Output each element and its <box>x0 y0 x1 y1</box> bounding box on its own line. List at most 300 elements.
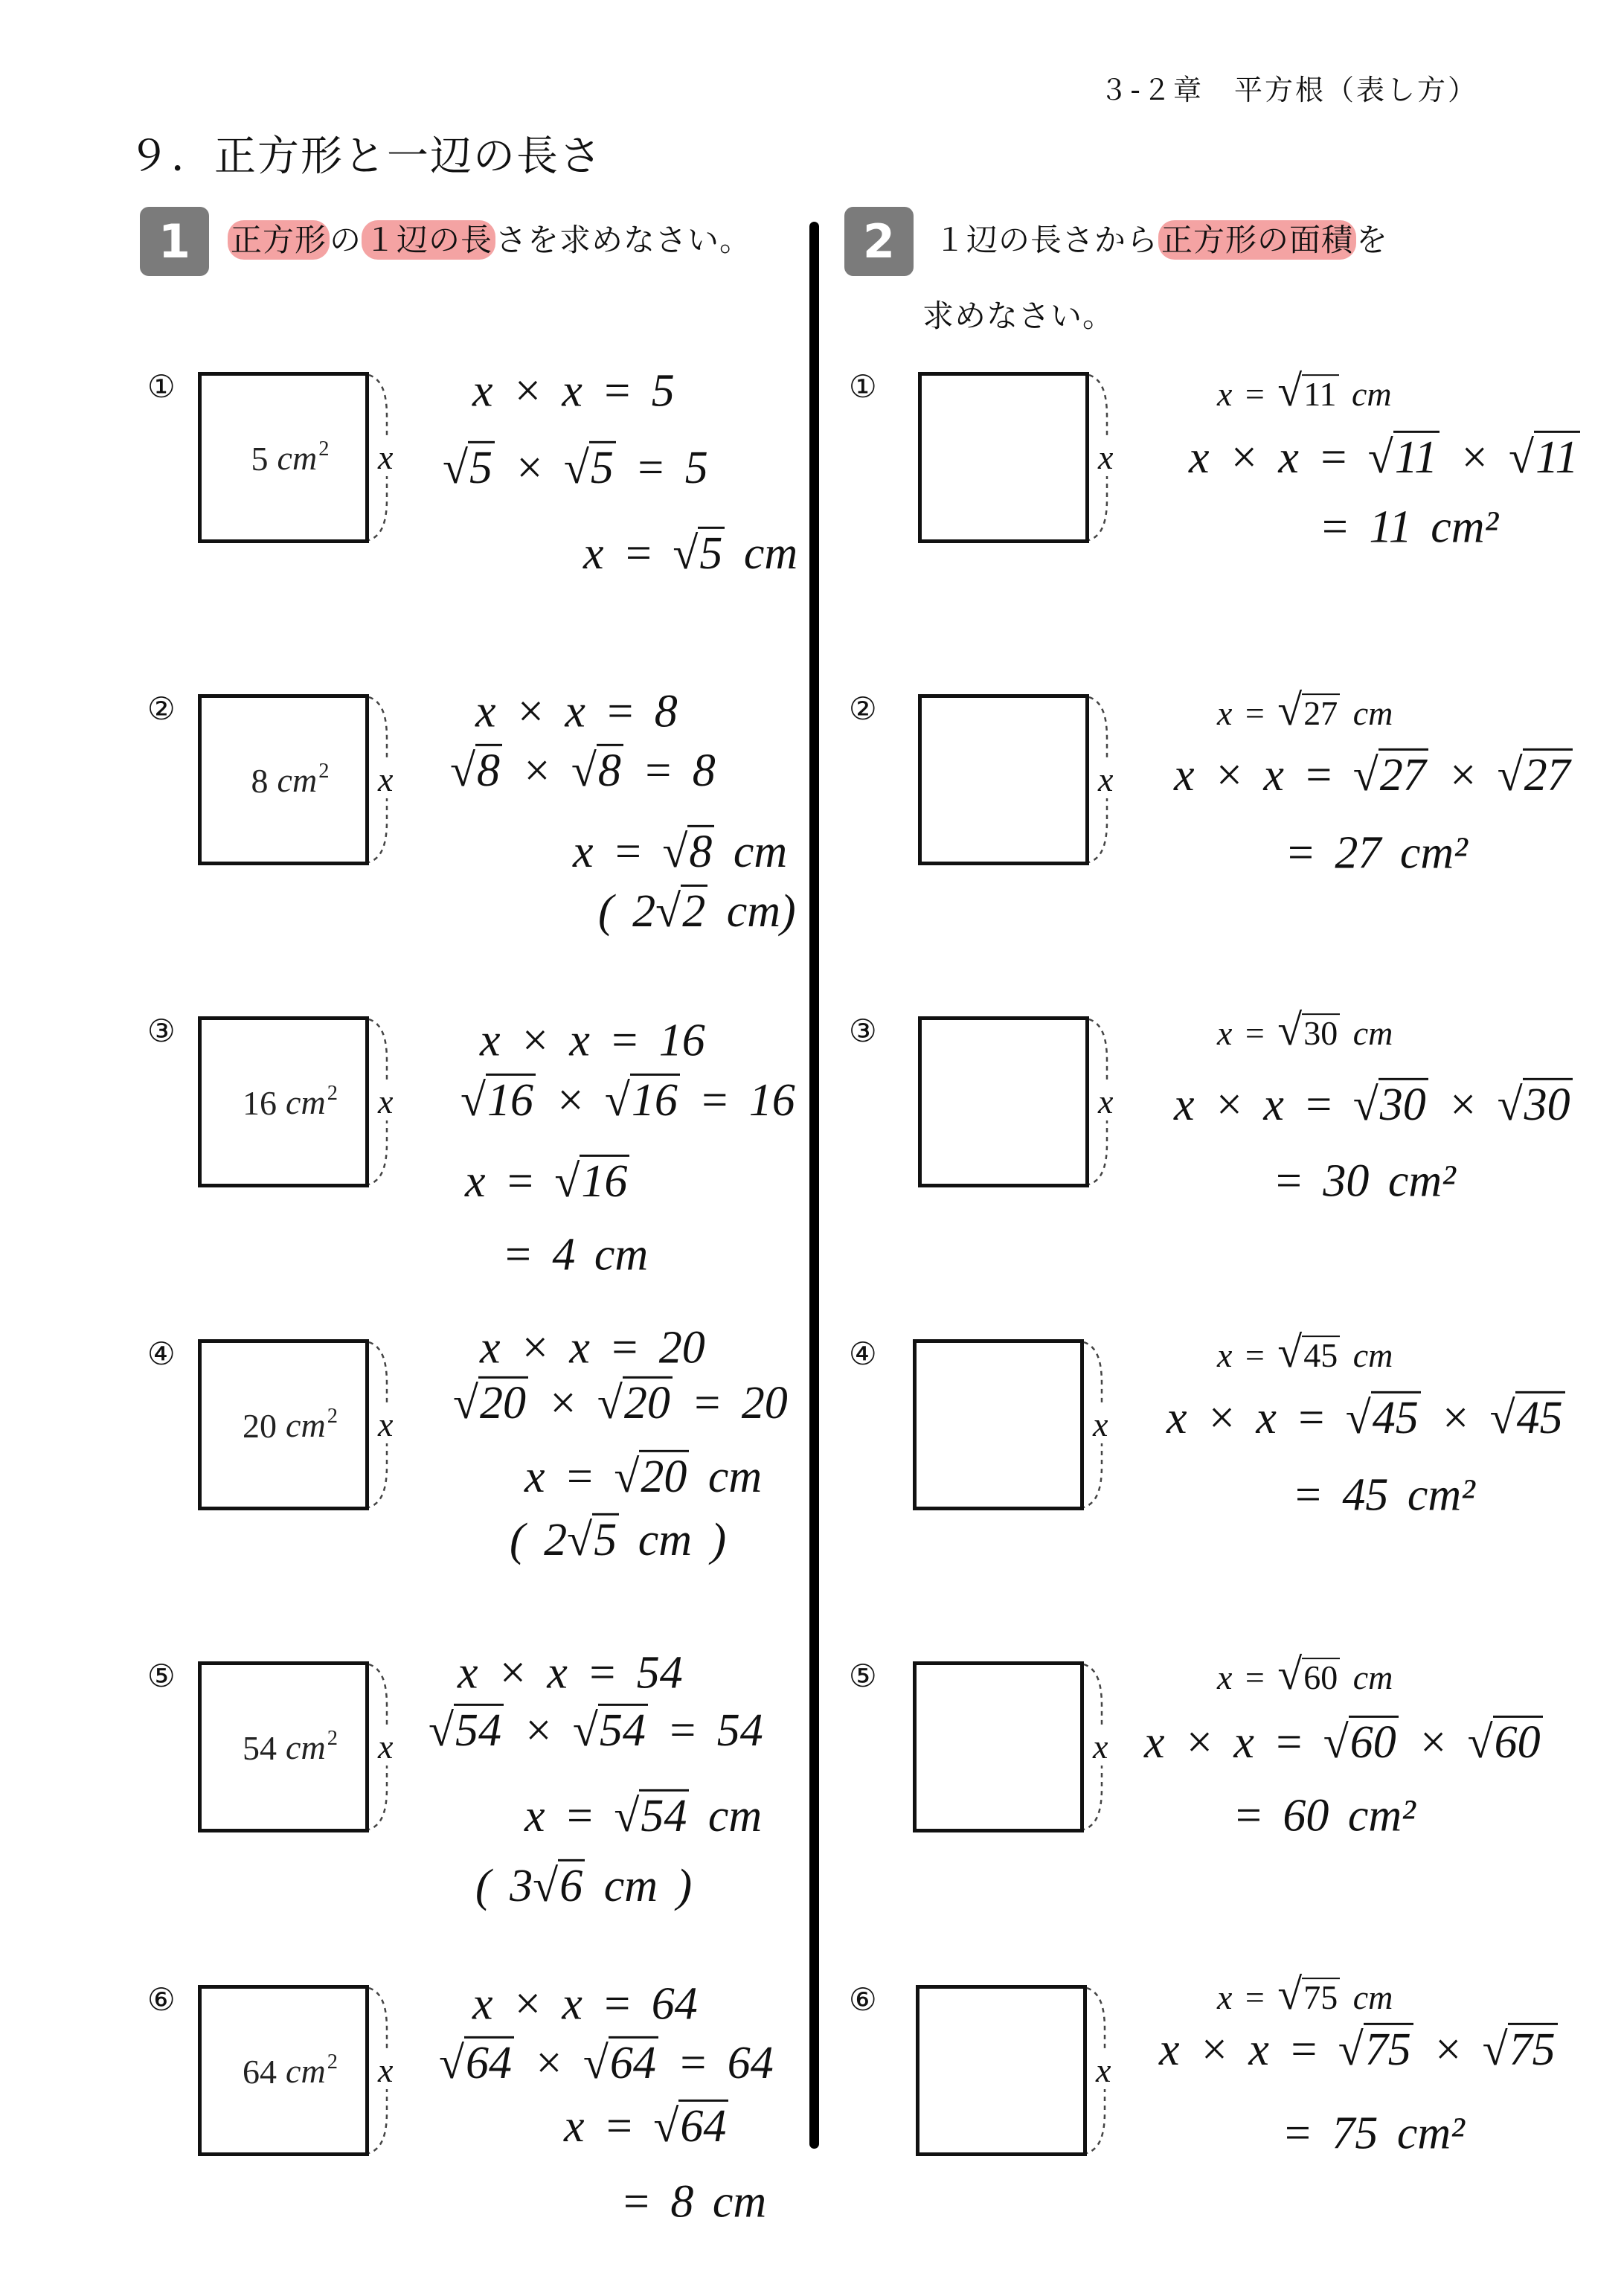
brace-upper-arc <box>369 1664 387 1730</box>
radicand: 16 <box>630 1074 680 1123</box>
math-symbol: cm <box>1352 694 1393 733</box>
area-value: 64 <box>243 2052 277 2091</box>
area-label <box>229 1727 338 1768</box>
math-symbol: x <box>1159 2024 1180 2075</box>
radical-sign: √ <box>450 745 476 796</box>
area-unit-exponent: 2 <box>318 437 330 461</box>
radical-sign: √ <box>673 527 699 579</box>
math-symbol: x <box>475 686 496 737</box>
radicand: 75 <box>1508 2023 1558 2073</box>
math-symbol: x <box>1217 1658 1233 1697</box>
side-length-label: x <box>378 438 394 476</box>
radical <box>1468 1717 1543 1768</box>
radical-sign: √ <box>597 1377 623 1428</box>
radical <box>1353 750 1428 801</box>
chapter-header: ３-２章 平方根（表し方） <box>1100 74 1478 106</box>
radicand: 45 <box>1302 1335 1340 1373</box>
brace-upper-arc <box>1089 375 1107 440</box>
radical-sign: √ <box>1482 2024 1508 2075</box>
radicand: 5 <box>698 527 725 577</box>
brace-upper-arc <box>1089 697 1107 763</box>
radical-sign: √ <box>429 1705 455 1756</box>
math-symbol: x <box>569 1015 590 1066</box>
radical <box>583 2038 658 2088</box>
radicand: 75 <box>1364 2023 1413 2073</box>
math-symbol: x <box>1144 1716 1165 1768</box>
radicand: 11 <box>1393 431 1440 481</box>
side-length-label: x <box>1098 438 1114 476</box>
radical <box>1353 1080 1428 1130</box>
handwritten-work-line: √54 × √54 = 54 <box>429 1705 763 1756</box>
radical-sign: √ <box>655 885 681 937</box>
radicand: 30 <box>1379 1078 1428 1128</box>
given-side-length: x = √45 cm <box>1217 1327 1393 1377</box>
radicand: 11 <box>1534 431 1580 481</box>
radical-sign: √ <box>533 1860 559 1911</box>
radical <box>1498 1080 1573 1130</box>
radical-sign: √ <box>1352 749 1379 801</box>
radical <box>1323 1717 1399 1768</box>
radicand: 6 <box>558 1859 585 1909</box>
math-symbol: x <box>565 686 585 737</box>
handwritten-work-line: x × x = √75 × √75 <box>1159 2023 1558 2077</box>
math-symbol: cm <box>638 1514 692 1565</box>
radical <box>429 1705 504 1756</box>
radical-sign: √ <box>582 2037 609 2088</box>
problem-number: ④ <box>849 1335 877 1372</box>
math-symbol: cm <box>1352 1658 1393 1697</box>
square-figure <box>198 1661 369 1832</box>
radical-sign: √ <box>1467 1716 1493 1768</box>
radicand: 20 <box>478 1376 528 1426</box>
brace-lower-arc <box>369 1119 387 1184</box>
math-symbol: x <box>573 826 594 877</box>
problem-number: ③ <box>147 1013 176 1049</box>
brace-lower-arc <box>1089 1119 1107 1184</box>
radicand: 45 <box>1371 1391 1421 1441</box>
brace-upper-arc <box>1087 1988 1105 2053</box>
problem-number: ① <box>849 368 877 405</box>
radicand: 8 <box>687 825 714 875</box>
radicand: 60 <box>1302 1658 1340 1695</box>
radicand: 16 <box>580 1155 629 1205</box>
handwritten-work-line: x = √8 cm <box>573 826 788 877</box>
brace-lower-arc <box>1089 475 1107 540</box>
area-label <box>238 760 330 801</box>
handwritten-work-line: = 75 cm² <box>1282 2108 1465 2159</box>
handwritten-work-line: x × x = 5 <box>472 365 675 417</box>
area-unit: cm <box>286 1406 326 1445</box>
handwritten-work-line: x = √54 cm <box>524 1790 763 1841</box>
math-symbol: cm <box>707 1451 763 1502</box>
radical <box>653 2101 728 2152</box>
math-symbol: x <box>583 527 604 579</box>
handwritten-work-line: x × x = √60 × √60 <box>1144 1716 1543 1769</box>
handwritten-work-line: x × x = 54 <box>458 1647 683 1699</box>
radicand: 11 <box>1302 374 1338 411</box>
radical <box>573 1705 648 1756</box>
math-symbol: cm <box>1352 375 1392 414</box>
given-side-length: x = √11 cm <box>1217 366 1392 416</box>
radical-sign: √ <box>662 826 688 877</box>
radical <box>453 1378 528 1428</box>
area-label <box>229 1082 338 1123</box>
area-unit-exponent: 2 <box>327 1081 338 1105</box>
instruction-segment: １辺の長 <box>362 220 495 260</box>
radical-sign: √ <box>1497 749 1523 801</box>
handwritten-work-line: √5 × √5 = 5 <box>443 442 708 493</box>
math-symbol: x <box>562 1978 582 2030</box>
handwritten-work-line: ( 2√2 cm) <box>598 885 796 937</box>
math-symbol: cm <box>1352 1014 1393 1053</box>
radical <box>1509 432 1580 483</box>
brace-lower-arc <box>1084 1764 1102 1830</box>
radical <box>1277 685 1340 735</box>
radicand: 64 <box>678 2100 728 2149</box>
problem-number: ① <box>147 368 176 405</box>
math-symbol: cm <box>743 527 798 579</box>
section-badge-2: 2 <box>844 207 914 276</box>
radical-sign: √ <box>1489 1392 1515 1443</box>
area-unit: cm <box>277 439 318 478</box>
brace-upper-arc <box>369 1019 387 1085</box>
math-symbol: x <box>1248 2024 1269 2075</box>
radical <box>460 1075 536 1126</box>
area-unit: cm <box>286 1083 326 1122</box>
handwritten-work-line: x × x = √27 × √27 <box>1174 748 1573 802</box>
radical <box>673 528 725 579</box>
side-length-label: x <box>378 1728 394 1766</box>
math-symbol: cm <box>603 1860 658 1911</box>
radicand: 64 <box>609 2036 658 2086</box>
math-symbol: x <box>562 365 582 417</box>
instruction-segment: を <box>1356 222 1389 258</box>
handwritten-work-line: ( 2√5 cm ) <box>510 1514 727 1565</box>
radicand: 54 <box>598 1704 648 1754</box>
instruction-segment: 正方形 <box>228 220 330 260</box>
square-figure <box>198 1985 369 2156</box>
radical-sign: √ <box>572 1705 598 1756</box>
square-figure <box>198 372 369 543</box>
math-symbol: cm <box>1347 1790 1402 1841</box>
handwritten-work-line: √20 × √20 = 20 <box>453 1377 788 1428</box>
radical-sign: √ <box>1277 1327 1303 1377</box>
math-symbol: cm <box>1431 501 1485 553</box>
math-symbol: cm <box>1396 2108 1451 2159</box>
radical-sign: √ <box>1367 432 1393 483</box>
radicand: 54 <box>454 1704 504 1754</box>
square-figure <box>918 372 1089 543</box>
radical <box>443 443 495 493</box>
radical <box>614 1791 689 1841</box>
area-label <box>229 2050 338 2091</box>
given-side-length: x = √30 cm <box>1217 1005 1393 1055</box>
handwritten-work-line: x × x = 16 <box>480 1015 705 1066</box>
side-length-label: x <box>378 1405 394 1443</box>
problem-number: ② <box>849 690 877 727</box>
area-unit: cm <box>286 1728 326 1767</box>
math-symbol: cm <box>1352 1978 1393 2017</box>
radical <box>1277 1005 1340 1055</box>
radical-sign: √ <box>1497 1079 1523 1130</box>
math-symbol: x <box>1174 1079 1195 1130</box>
handwritten-work-line: √64 × √64 = 64 <box>439 2037 774 2088</box>
radical-sign: √ <box>604 1074 630 1126</box>
square-figure <box>198 1016 369 1187</box>
radicand: 20 <box>639 1450 689 1500</box>
problem-number: ⑤ <box>849 1658 877 1694</box>
brace-upper-arc <box>369 697 387 763</box>
area-unit-exponent: 2 <box>327 1404 338 1428</box>
area-unit-exponent: 2 <box>318 759 330 783</box>
radicand: 16 <box>486 1074 536 1123</box>
brace-lower-arc <box>1089 797 1107 862</box>
area-unit-exponent: 2 <box>327 2050 338 2074</box>
handwritten-work-line: x × x = √30 × √30 <box>1174 1078 1573 1132</box>
radical-sign: √ <box>614 1451 640 1502</box>
radical <box>605 1075 680 1126</box>
problem-number: ③ <box>849 1013 877 1049</box>
instruction-segment: 正方形の面積 <box>1158 220 1356 260</box>
math-symbol: cm <box>712 2176 767 2228</box>
radical-sign: √ <box>614 1790 640 1841</box>
brace-lower-arc <box>369 2088 387 2153</box>
radicand: 5 <box>468 441 495 491</box>
radical <box>1346 1393 1421 1443</box>
radical <box>450 745 502 796</box>
section2-instruction-line2: 求めなさい。 <box>922 298 1115 334</box>
handwritten-work-line: = 27 cm² <box>1285 827 1468 879</box>
math-symbol: x <box>1278 432 1299 483</box>
radical <box>655 886 707 937</box>
problem-number: ⑥ <box>147 1981 176 2018</box>
handwritten-work-line: √16 × √16 = 16 <box>460 1074 795 1126</box>
handwritten-work-line: x = √5 cm <box>583 527 798 579</box>
square-figure <box>918 1016 1089 1187</box>
math-symbol: x <box>1217 1336 1233 1375</box>
math-symbol: x <box>564 2100 585 2152</box>
given-side-length: x = √27 cm <box>1217 685 1393 735</box>
radical-sign: √ <box>571 745 597 796</box>
square-figure <box>916 1985 1087 2156</box>
area-value: 8 <box>251 761 269 800</box>
area-value: 5 <box>251 439 269 478</box>
brace-upper-arc <box>369 1342 387 1408</box>
handwritten-work-line: x × x = √11 × √11 <box>1189 431 1580 484</box>
area-unit: cm <box>286 2052 326 2091</box>
math-symbol: x <box>1217 1978 1233 2017</box>
square-figure <box>913 1339 1084 1510</box>
handwritten-work-line: x × x = 20 <box>480 1322 705 1373</box>
math-symbol: cm <box>1387 1155 1442 1207</box>
radicand: 27 <box>1379 748 1428 798</box>
math-symbol: x <box>1233 1716 1254 1768</box>
math-symbol: x <box>1217 375 1233 414</box>
radicand: 60 <box>1349 1716 1399 1766</box>
radical <box>567 1515 619 1565</box>
radicand: 54 <box>639 1789 689 1839</box>
side-length-label: x <box>378 760 394 798</box>
radical-sign: √ <box>1338 2024 1364 2075</box>
math-symbol: x <box>1166 1392 1187 1443</box>
instruction-segment: １辺の長さから <box>934 222 1159 258</box>
math-symbol: x <box>547 1647 568 1699</box>
instruction-segment: さを求めなさい。 <box>495 222 752 258</box>
radicand: 8 <box>597 744 623 794</box>
handwritten-work-line: = 4 cm <box>502 1229 649 1280</box>
area-label <box>238 437 330 478</box>
handwritten-work-line: = 8 cm <box>620 2176 767 2228</box>
problem-number: ⑤ <box>147 1658 176 1694</box>
math-symbol: x <box>1256 1392 1277 1443</box>
problem-number: ④ <box>147 1335 176 1372</box>
radical-sign: √ <box>443 442 469 493</box>
radical-sign: √ <box>1277 366 1303 416</box>
handwritten-work-line: = 45 cm² <box>1292 1469 1475 1521</box>
radical <box>614 1452 689 1502</box>
radical-sign: √ <box>1277 685 1303 735</box>
radical <box>1490 1393 1565 1443</box>
radical-sign: √ <box>1277 1969 1303 2019</box>
radical <box>1498 750 1573 801</box>
math-symbol: x <box>465 1155 486 1207</box>
handwritten-work-line: = 30 cm² <box>1273 1155 1456 1207</box>
radical <box>564 443 616 493</box>
brace-lower-arc <box>1084 1442 1102 1507</box>
math-symbol: cm <box>594 1229 649 1280</box>
side-length-label: x <box>1096 2051 1111 2089</box>
radicand: 75 <box>1302 1978 1340 2015</box>
math-symbol: cm <box>1407 1469 1462 1521</box>
radical <box>1483 2024 1558 2075</box>
radical <box>1338 2024 1413 2075</box>
radical-sign: √ <box>563 442 589 493</box>
radical <box>1277 1649 1340 1699</box>
square-figure <box>918 694 1089 865</box>
radicand: 2 <box>681 885 707 934</box>
brace-upper-arc <box>1084 1342 1102 1408</box>
math-symbol: cm <box>733 826 788 877</box>
radical <box>1277 1327 1340 1377</box>
area-unit-exponent: 2 <box>327 1726 338 1750</box>
radical-sign: √ <box>653 2100 679 2152</box>
math-symbol: x <box>458 1647 478 1699</box>
math-symbol: x <box>480 1322 501 1373</box>
math-symbol: cm <box>726 885 780 937</box>
radical-sign: √ <box>554 1155 580 1207</box>
brace-upper-arc <box>1084 1664 1102 1730</box>
handwritten-work-line: = 60 cm² <box>1233 1790 1416 1841</box>
handwritten-work-line: ( 3√6 cm ) <box>475 1860 693 1911</box>
math-symbol: x <box>1217 1014 1233 1053</box>
radicand: 5 <box>589 441 616 491</box>
square-figure <box>913 1661 1084 1832</box>
radical-sign: √ <box>1352 1079 1379 1130</box>
math-symbol: x <box>1217 694 1233 733</box>
math-symbol: cm <box>1399 827 1454 879</box>
radical <box>571 745 623 796</box>
math-symbol: x <box>569 1322 590 1373</box>
area-value: 20 <box>243 1406 277 1445</box>
radicand: 30 <box>1302 1013 1340 1051</box>
radicand: 45 <box>1515 1391 1565 1441</box>
math-symbol: x <box>472 1978 493 2030</box>
radicand: 64 <box>464 2036 514 2086</box>
radical <box>1277 1969 1340 2019</box>
radicand: 27 <box>1302 693 1340 731</box>
radicand: 8 <box>475 744 502 794</box>
radicand: 27 <box>1523 748 1573 798</box>
radical-sign: √ <box>1345 1392 1371 1443</box>
side-length-label: x <box>1093 1728 1108 1766</box>
handwritten-work-line: = 11 cm² <box>1319 501 1499 553</box>
math-symbol: x <box>480 1015 501 1066</box>
side-length-label: x <box>1098 760 1114 798</box>
handwritten-work-line: √8 × √8 = 8 <box>450 745 716 796</box>
section1-instruction <box>228 216 751 260</box>
math-symbol: x <box>524 1790 545 1841</box>
given-side-length: x = √60 cm <box>1217 1649 1393 1699</box>
math-symbol: x <box>1189 432 1210 483</box>
radical <box>1368 432 1440 483</box>
brace-upper-arc <box>369 375 387 440</box>
radical-sign: √ <box>1277 1649 1303 1699</box>
math-symbol: x <box>1263 749 1284 801</box>
radicand: 20 <box>623 1376 673 1426</box>
brace-lower-arc <box>369 1442 387 1507</box>
radical-sign: √ <box>1509 432 1535 483</box>
radical-sign: √ <box>567 1514 593 1565</box>
handwritten-work-line: x × x = 64 <box>472 1978 698 2030</box>
radicand: 60 <box>1493 1716 1543 1766</box>
brace-lower-arc <box>369 1764 387 1830</box>
brace-lower-arc <box>369 797 387 862</box>
handwritten-work-line: x = √20 cm <box>524 1451 763 1502</box>
problem-number: ⑥ <box>849 1981 877 2018</box>
area-unit: cm <box>277 761 318 800</box>
handwritten-work-line: x × x = √45 × √45 <box>1166 1391 1565 1445</box>
math-symbol: x <box>1174 749 1195 801</box>
problem-number: ② <box>147 690 176 727</box>
side-length-label: x <box>378 1083 394 1120</box>
radical <box>597 1378 673 1428</box>
math-symbol: cm <box>707 1790 763 1841</box>
page-title: ９．正方形と一辺の長さ <box>128 132 603 181</box>
radical <box>439 2038 514 2088</box>
brace-lower-arc <box>1087 2088 1105 2153</box>
radicand: 30 <box>1523 1078 1573 1128</box>
radical-sign: √ <box>460 1074 487 1126</box>
radical <box>1277 366 1338 416</box>
side-length-label: x <box>378 2051 394 2089</box>
radical-sign: √ <box>1323 1716 1349 1768</box>
area-value: 54 <box>243 1728 277 1767</box>
math-symbol: x <box>524 1451 545 1502</box>
square-figure <box>198 694 369 865</box>
side-length-label: x <box>1093 1405 1108 1443</box>
radical-sign: √ <box>453 1377 479 1428</box>
brace-lower-arc <box>369 475 387 540</box>
radical <box>662 827 714 877</box>
instruction-segment: の <box>330 222 362 258</box>
column-divider <box>809 222 819 2149</box>
brace-upper-arc <box>1089 1019 1107 1085</box>
handwritten-work-line: x × x = 8 <box>475 686 678 737</box>
area-label <box>229 1405 338 1446</box>
area-value: 16 <box>243 1083 277 1122</box>
handwritten-work-line: x = √16 <box>465 1155 629 1208</box>
square-figure <box>198 1339 369 1510</box>
